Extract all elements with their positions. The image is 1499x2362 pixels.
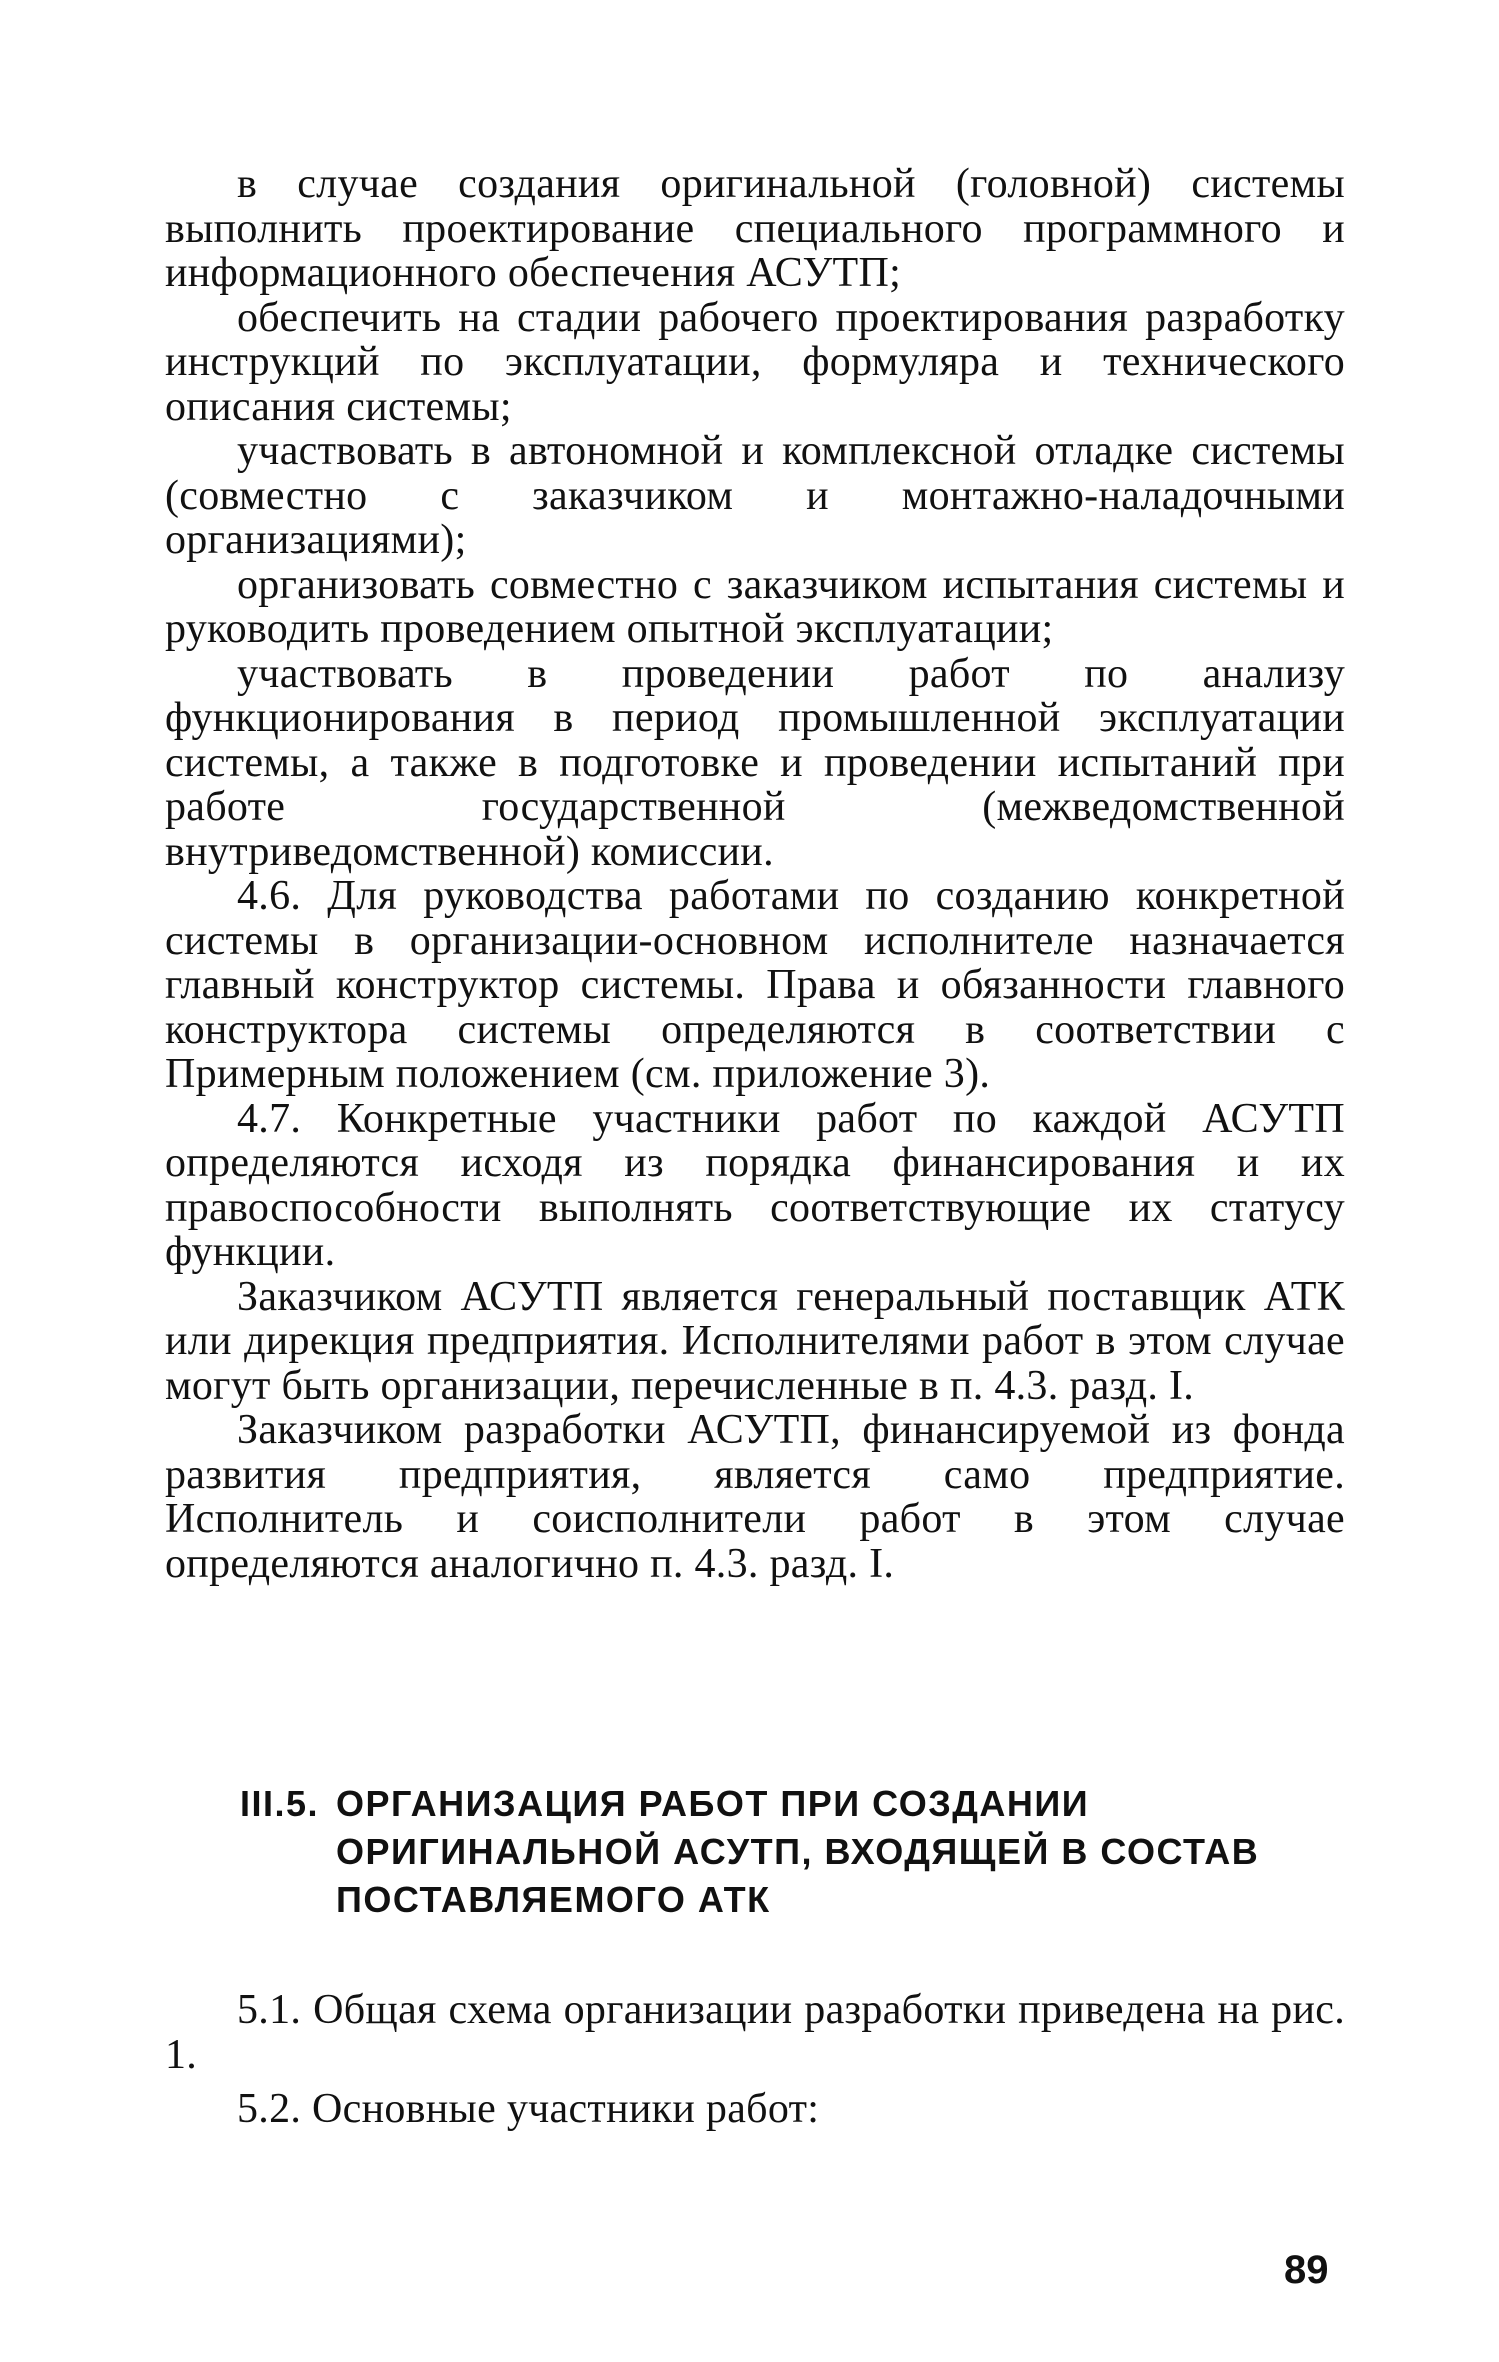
section-text <box>165 1988 1345 2132</box>
paragraph-5-2: 5.2. Основные участники работ: <box>237 2086 820 2132</box>
paragraph-4-6: 4.6. Для руководства работами по созданию конкретной системы в организации-основном исполнителе назначается главный конструктор системы. Права и обязанности главного конструктора системы определяются в соответствии с Примерным положением (см. приложение 3). <box>165 873 1345 1097</box>
section-title: ОРГАНИЗАЦИЯ РАБОТ ПРИ СОЗДАНИИ ОРИГИНАЛЬНОЙ АСУТП, ВХОДЯЩЕЙ В СОСТАВ ПОСТАВЛЯЕМОГО АТК <box>336 1783 1260 1920</box>
paragraph-testing: организовать совместно с заказчиком испытания системы и руководить проведением опытной эксплуатации; <box>165 561 1345 652</box>
main-text <box>165 162 1345 1586</box>
paragraph-debugging: участвовать в автономной и комплексной отладке системы (совместно с заказчиком и монтажно-наладочными организациями); <box>165 428 1345 563</box>
paragraph-instructions: обеспечить на стадии рабочего проектирования разработку инструкций по эксплуатации, формуляра и технического описания системы; <box>165 294 1345 430</box>
page-number: 89 <box>1284 2248 1329 2292</box>
section-number: III.5. <box>240 1783 320 1824</box>
paragraph-development-fund: Заказчиком разработки АСУТП, финансируемой из фонда развития предприятия, является само предприятие. Исполнитель и соисполнители работ в этом случае определяются аналогично п. 4.3. разд. I. <box>165 1407 1345 1587</box>
paragraph-4-7: 4.7. Конкретные участники работ по каждой АСУТП определяются исходя из порядка финансирования и их правоспособности выполнять соответствующие их статусу функции. <box>165 1095 1345 1275</box>
paragraph-design: в случае создания оригинальной (головной) системы выполнить проектирование специального программного и информационного обеспечения АСУТП; <box>165 161 1345 296</box>
paragraph-analysis: участвовать в проведении работ по анализу функционирования в период промышленной эксплуатации системы, а также в подготовке и проведении испытаний при работе государственной (межведомственной внутриведомственной) комиссии. <box>165 650 1345 875</box>
section-heading <box>240 1780 1300 1924</box>
paragraph-5-1: 5.1. Общая схема организации разработки приведена на рис. 1. <box>165 1987 1345 2078</box>
paragraph-customer: Заказчиком АСУТП является генеральный поставщик АТК или дирекция предприятия. Исполнителями работ в этом случае могут быть организации, перечисленные в п. 4.3. разд. I. <box>165 1273 1345 1409</box>
